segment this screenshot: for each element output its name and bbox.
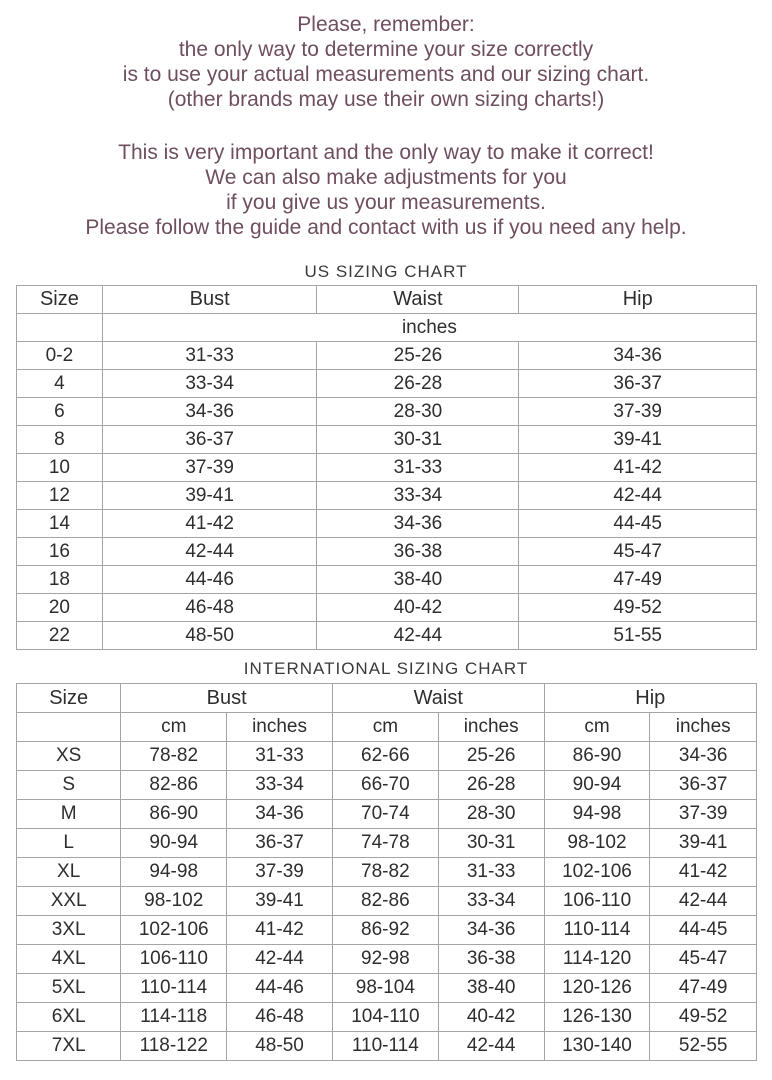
range-cell: 38-40: [438, 974, 544, 1003]
range-cell: 26-28: [317, 370, 519, 398]
intro-note-secondary: [0, 140, 772, 240]
range-cell: 36-37: [519, 370, 757, 398]
intl-chart-title: INTERNATIONAL SIZING CHART: [243, 659, 529, 678]
range-cell: 34-36: [102, 398, 317, 426]
range-cell: 33-34: [438, 887, 544, 916]
size-cell: 8: [17, 426, 103, 454]
unit-row: [17, 713, 757, 742]
size-cell: XXL: [17, 887, 121, 916]
range-cell: 110-114: [544, 916, 650, 945]
unit-row: [17, 314, 757, 342]
size-cell: XL: [17, 858, 121, 887]
range-cell: 41-42: [650, 858, 757, 887]
range-cell: 44-46: [227, 974, 333, 1003]
range-cell: 31-33: [102, 342, 317, 370]
table-row: [17, 342, 757, 370]
column-header-waist: Waist: [317, 286, 519, 314]
size-cell: 7XL: [17, 1032, 121, 1061]
size-cell: L: [17, 829, 121, 858]
range-cell: 36-37: [650, 771, 757, 800]
size-cell: 20: [17, 594, 103, 622]
size-cell: 6XL: [17, 1003, 121, 1032]
table-row: [17, 742, 757, 771]
size-cell: XS: [17, 742, 121, 771]
range-cell: 28-30: [438, 800, 544, 829]
range-cell: 42-44: [650, 887, 757, 916]
range-cell: 37-39: [227, 858, 333, 887]
range-cell: 33-34: [227, 771, 333, 800]
range-cell: 106-110: [544, 887, 650, 916]
table-header-row: [17, 286, 757, 314]
range-cell: 90-94: [121, 829, 227, 858]
size-cell: 10: [17, 454, 103, 482]
unit-cell-bust-inches: inches: [227, 713, 333, 742]
table-row: [17, 482, 757, 510]
range-cell: 48-50: [227, 1032, 333, 1061]
column-header-hip: Hip: [544, 684, 756, 713]
table-row: [17, 887, 757, 916]
size-cell: 12: [17, 482, 103, 510]
range-cell: 120-126: [544, 974, 650, 1003]
size-cell: 3XL: [17, 916, 121, 945]
range-cell: 98-104: [332, 974, 438, 1003]
range-cell: 86-90: [544, 742, 650, 771]
unit-cell-hip-cm: cm: [544, 713, 650, 742]
table-row: [17, 426, 757, 454]
range-cell: 62-66: [332, 742, 438, 771]
table-row: [17, 858, 757, 887]
range-cell: 86-92: [332, 916, 438, 945]
unit-cell: inches: [102, 314, 756, 342]
table-row: [17, 538, 757, 566]
size-cell: 14: [17, 510, 103, 538]
range-cell: 118-122: [121, 1032, 227, 1061]
range-cell: 46-48: [227, 1003, 333, 1032]
range-cell: 30-31: [317, 426, 519, 454]
range-cell: 51-55: [519, 622, 757, 650]
intro-note-primary: [0, 12, 772, 112]
range-cell: 36-37: [102, 426, 317, 454]
intro-line: This is very important and the only way to make it correct!: [118, 141, 654, 164]
range-cell: 110-114: [332, 1032, 438, 1061]
range-cell: 48-50: [102, 622, 317, 650]
range-cell: 47-49: [519, 566, 757, 594]
table-row: [17, 1032, 757, 1061]
us-chart-title: US SIZING CHART: [304, 262, 468, 281]
intro-line: Please follow the guide and contact with us if you need any help.: [85, 216, 687, 239]
range-cell: 42-44: [317, 622, 519, 650]
range-cell: 126-130: [544, 1003, 650, 1032]
range-cell: 45-47: [519, 538, 757, 566]
unit-cell-hip-inches: inches: [650, 713, 757, 742]
range-cell: 34-36: [317, 510, 519, 538]
range-cell: 92-98: [332, 945, 438, 974]
range-cell: 49-52: [650, 1003, 757, 1032]
range-cell: 78-82: [332, 858, 438, 887]
size-cell: 0-2: [17, 342, 103, 370]
range-cell: 74-78: [332, 829, 438, 858]
range-cell: 41-42: [519, 454, 757, 482]
range-cell: 34-36: [650, 742, 757, 771]
table-row: [17, 398, 757, 426]
column-header-bust: Bust: [121, 684, 333, 713]
range-cell: 33-34: [317, 482, 519, 510]
column-header-waist: Waist: [332, 684, 544, 713]
column-header-bust: Bust: [102, 286, 317, 314]
size-cell: 5XL: [17, 974, 121, 1003]
us-table-body: [17, 342, 757, 650]
range-cell: 66-70: [332, 771, 438, 800]
table-row: [17, 945, 757, 974]
us-sizing-table: [16, 285, 757, 650]
range-cell: 70-74: [332, 800, 438, 829]
table-row: [17, 566, 757, 594]
range-cell: 82-86: [332, 887, 438, 916]
range-cell: 114-118: [121, 1003, 227, 1032]
range-cell: 34-36: [227, 800, 333, 829]
range-cell: 36-38: [317, 538, 519, 566]
intro-line: (other brands may use their own sizing charts!): [167, 88, 605, 111]
range-cell: 42-44: [519, 482, 757, 510]
range-cell: 130-140: [544, 1032, 650, 1061]
column-header-size: Size: [17, 286, 103, 314]
range-cell: 106-110: [121, 945, 227, 974]
column-header-size: Size: [17, 684, 121, 713]
table-row: [17, 622, 757, 650]
range-cell: 82-86: [121, 771, 227, 800]
size-cell: 22: [17, 622, 103, 650]
range-cell: 25-26: [438, 742, 544, 771]
size-cell: 4: [17, 370, 103, 398]
unit-cell-waist-cm: cm: [332, 713, 438, 742]
range-cell: 104-110: [332, 1003, 438, 1032]
size-cell: 18: [17, 566, 103, 594]
range-cell: 42-44: [438, 1032, 544, 1061]
column-header-hip: Hip: [519, 286, 757, 314]
unit-cell-bust-cm: cm: [121, 713, 227, 742]
empty-cell: [17, 713, 121, 742]
range-cell: 25-26: [317, 342, 519, 370]
range-cell: 39-41: [519, 426, 757, 454]
range-cell: 41-42: [227, 916, 333, 945]
intl-sizing-table: [16, 683, 757, 1061]
range-cell: 110-114: [121, 974, 227, 1003]
size-cell: 16: [17, 538, 103, 566]
range-cell: 34-36: [519, 342, 757, 370]
empty-cell: [17, 314, 103, 342]
size-cell: 4XL: [17, 945, 121, 974]
range-cell: 42-44: [102, 538, 317, 566]
size-cell: S: [17, 771, 121, 800]
range-cell: 30-31: [438, 829, 544, 858]
range-cell: 39-41: [650, 829, 757, 858]
table-row: [17, 510, 757, 538]
range-cell: 44-45: [519, 510, 757, 538]
range-cell: 31-33: [438, 858, 544, 887]
range-cell: 114-120: [544, 945, 650, 974]
range-cell: 37-39: [519, 398, 757, 426]
range-cell: 31-33: [317, 454, 519, 482]
intro-line: the only way to determine your size correctly: [178, 38, 594, 61]
table-row: [17, 370, 757, 398]
range-cell: 40-42: [438, 1003, 544, 1032]
range-cell: 102-106: [121, 916, 227, 945]
unit-cell-waist-inches: inches: [438, 713, 544, 742]
range-cell: 94-98: [121, 858, 227, 887]
range-cell: 31-33: [227, 742, 333, 771]
table-row: [17, 594, 757, 622]
range-cell: 45-47: [650, 945, 757, 974]
table-header-row: [17, 684, 757, 713]
range-cell: 86-90: [121, 800, 227, 829]
range-cell: 28-30: [317, 398, 519, 426]
table-row: [17, 771, 757, 800]
range-cell: 46-48: [102, 594, 317, 622]
intro-line: Please, remember:: [297, 13, 475, 36]
range-cell: 47-49: [650, 974, 757, 1003]
intro-line: is to use your actual measurements and our sizing chart.: [122, 63, 650, 86]
range-cell: 49-52: [519, 594, 757, 622]
table-row: [17, 974, 757, 1003]
range-cell: 94-98: [544, 800, 650, 829]
range-cell: 41-42: [102, 510, 317, 538]
range-cell: 39-41: [227, 887, 333, 916]
range-cell: 98-102: [544, 829, 650, 858]
intro-line: if you give us your measurements.: [226, 191, 546, 214]
range-cell: 26-28: [438, 771, 544, 800]
table-row: [17, 454, 757, 482]
range-cell: 90-94: [544, 771, 650, 800]
size-cell: 6: [17, 398, 103, 426]
range-cell: 37-39: [102, 454, 317, 482]
range-cell: 40-42: [317, 594, 519, 622]
range-cell: 98-102: [121, 887, 227, 916]
range-cell: 52-55: [650, 1032, 757, 1061]
range-cell: 38-40: [317, 566, 519, 594]
intro-line: We can also make adjustments for you: [205, 166, 567, 189]
range-cell: 42-44: [227, 945, 333, 974]
range-cell: 33-34: [102, 370, 317, 398]
range-cell: 102-106: [544, 858, 650, 887]
intl-table-body: [17, 742, 757, 1061]
range-cell: 78-82: [121, 742, 227, 771]
range-cell: 37-39: [650, 800, 757, 829]
range-cell: 39-41: [102, 482, 317, 510]
range-cell: 34-36: [438, 916, 544, 945]
table-row: [17, 1003, 757, 1032]
range-cell: 44-45: [650, 916, 757, 945]
range-cell: 44-46: [102, 566, 317, 594]
range-cell: 36-37: [227, 829, 333, 858]
table-row: [17, 829, 757, 858]
table-row: [17, 800, 757, 829]
table-row: [17, 916, 757, 945]
range-cell: 36-38: [438, 945, 544, 974]
size-cell: M: [17, 800, 121, 829]
